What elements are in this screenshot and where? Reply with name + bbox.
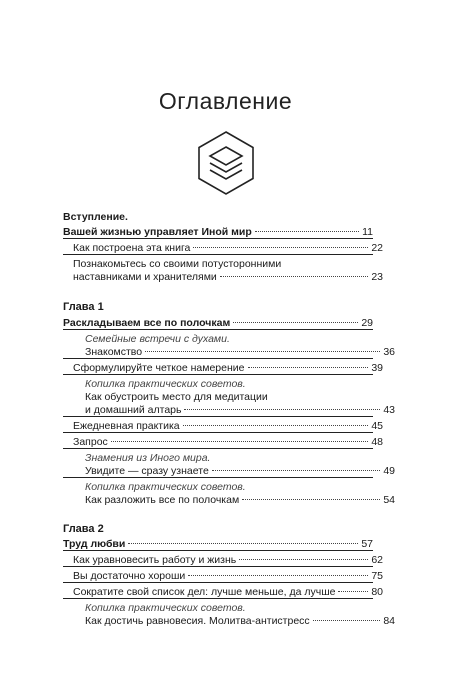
toc-entry[interactable]: Запрос 48 (73, 436, 383, 448)
chapter-1-label: Глава 1 (63, 301, 104, 313)
toc-entry-line1[interactable]: Как обустроить место для медитации (85, 391, 268, 403)
intro-heading: Вступление. (63, 211, 128, 223)
section-note: Копилка практических советов. (85, 378, 246, 390)
toc-entry[interactable]: Знакомство 36 (85, 346, 395, 358)
dot-leader (255, 231, 359, 232)
divider (63, 582, 373, 583)
chapter-2-title: Труд любви (63, 538, 126, 550)
divider (63, 550, 373, 551)
toc-entry-chapter-2[interactable]: Труд любви 57 (63, 538, 373, 550)
stacked-layers-hexagon-logo (193, 130, 259, 196)
divider (63, 448, 373, 449)
toc-entry[interactable]: Увидите — сразу узнаете 49 (85, 465, 395, 477)
section-note: Копилка практических советов. (85, 481, 246, 493)
divider (63, 374, 373, 375)
page-title: Оглавление (158, 88, 293, 114)
intro-title: Вашей жизнью управляет Иной мир (63, 226, 252, 238)
toc-entry[interactable]: и домашний алтарь 43 (85, 404, 395, 416)
toc-entry[interactable]: наставниками и хранителями 23 (73, 271, 383, 283)
toc-entry[interactable]: Как уравновесить работу и жизнь 62 (73, 554, 383, 566)
toc-entry[interactable]: Вы достаточно хороши 75 (73, 570, 383, 582)
section-note: Копилка практических советов. (85, 602, 246, 614)
toc-entry-intro[interactable] (63, 225, 373, 239)
page-number: 11 (362, 226, 373, 238)
toc-entry[interactable]: Ежедневная практика 45 (73, 420, 383, 432)
toc-entry[interactable]: Как достичь равновесия. Молитва-антистресс 84 (85, 615, 395, 627)
toc-entry-line1[interactable]: Познакомьтесь со своими потусторонними (73, 258, 282, 270)
toc-entry[interactable]: Как разложить все по полочкам 54 (85, 494, 395, 506)
section-note: Знамения из Иного мира. (85, 452, 211, 464)
divider (63, 329, 373, 330)
toc-entry[interactable]: Сократите свой список дел: лучше меньше, да лучше 80 (73, 586, 383, 598)
divider (63, 238, 373, 239)
chapter-2-label: Глава 2 (63, 523, 104, 535)
chapter-1-title: Раскладываем все по полочкам (63, 317, 231, 329)
divider (63, 416, 373, 417)
divider (63, 432, 373, 433)
divider (63, 358, 373, 359)
toc-entry-chapter-1[interactable]: Раскладываем все по полочкам 29 (63, 317, 373, 329)
divider (63, 598, 373, 599)
divider (63, 566, 373, 567)
divider (63, 477, 373, 478)
section-note: Семейные встречи с духами. (85, 333, 230, 345)
toc-entry[interactable]: Сформулируйте четкое намерение 39 (73, 362, 383, 374)
divider (63, 254, 373, 255)
toc-entry[interactable]: Как построена эта книга 22 (73, 242, 383, 254)
